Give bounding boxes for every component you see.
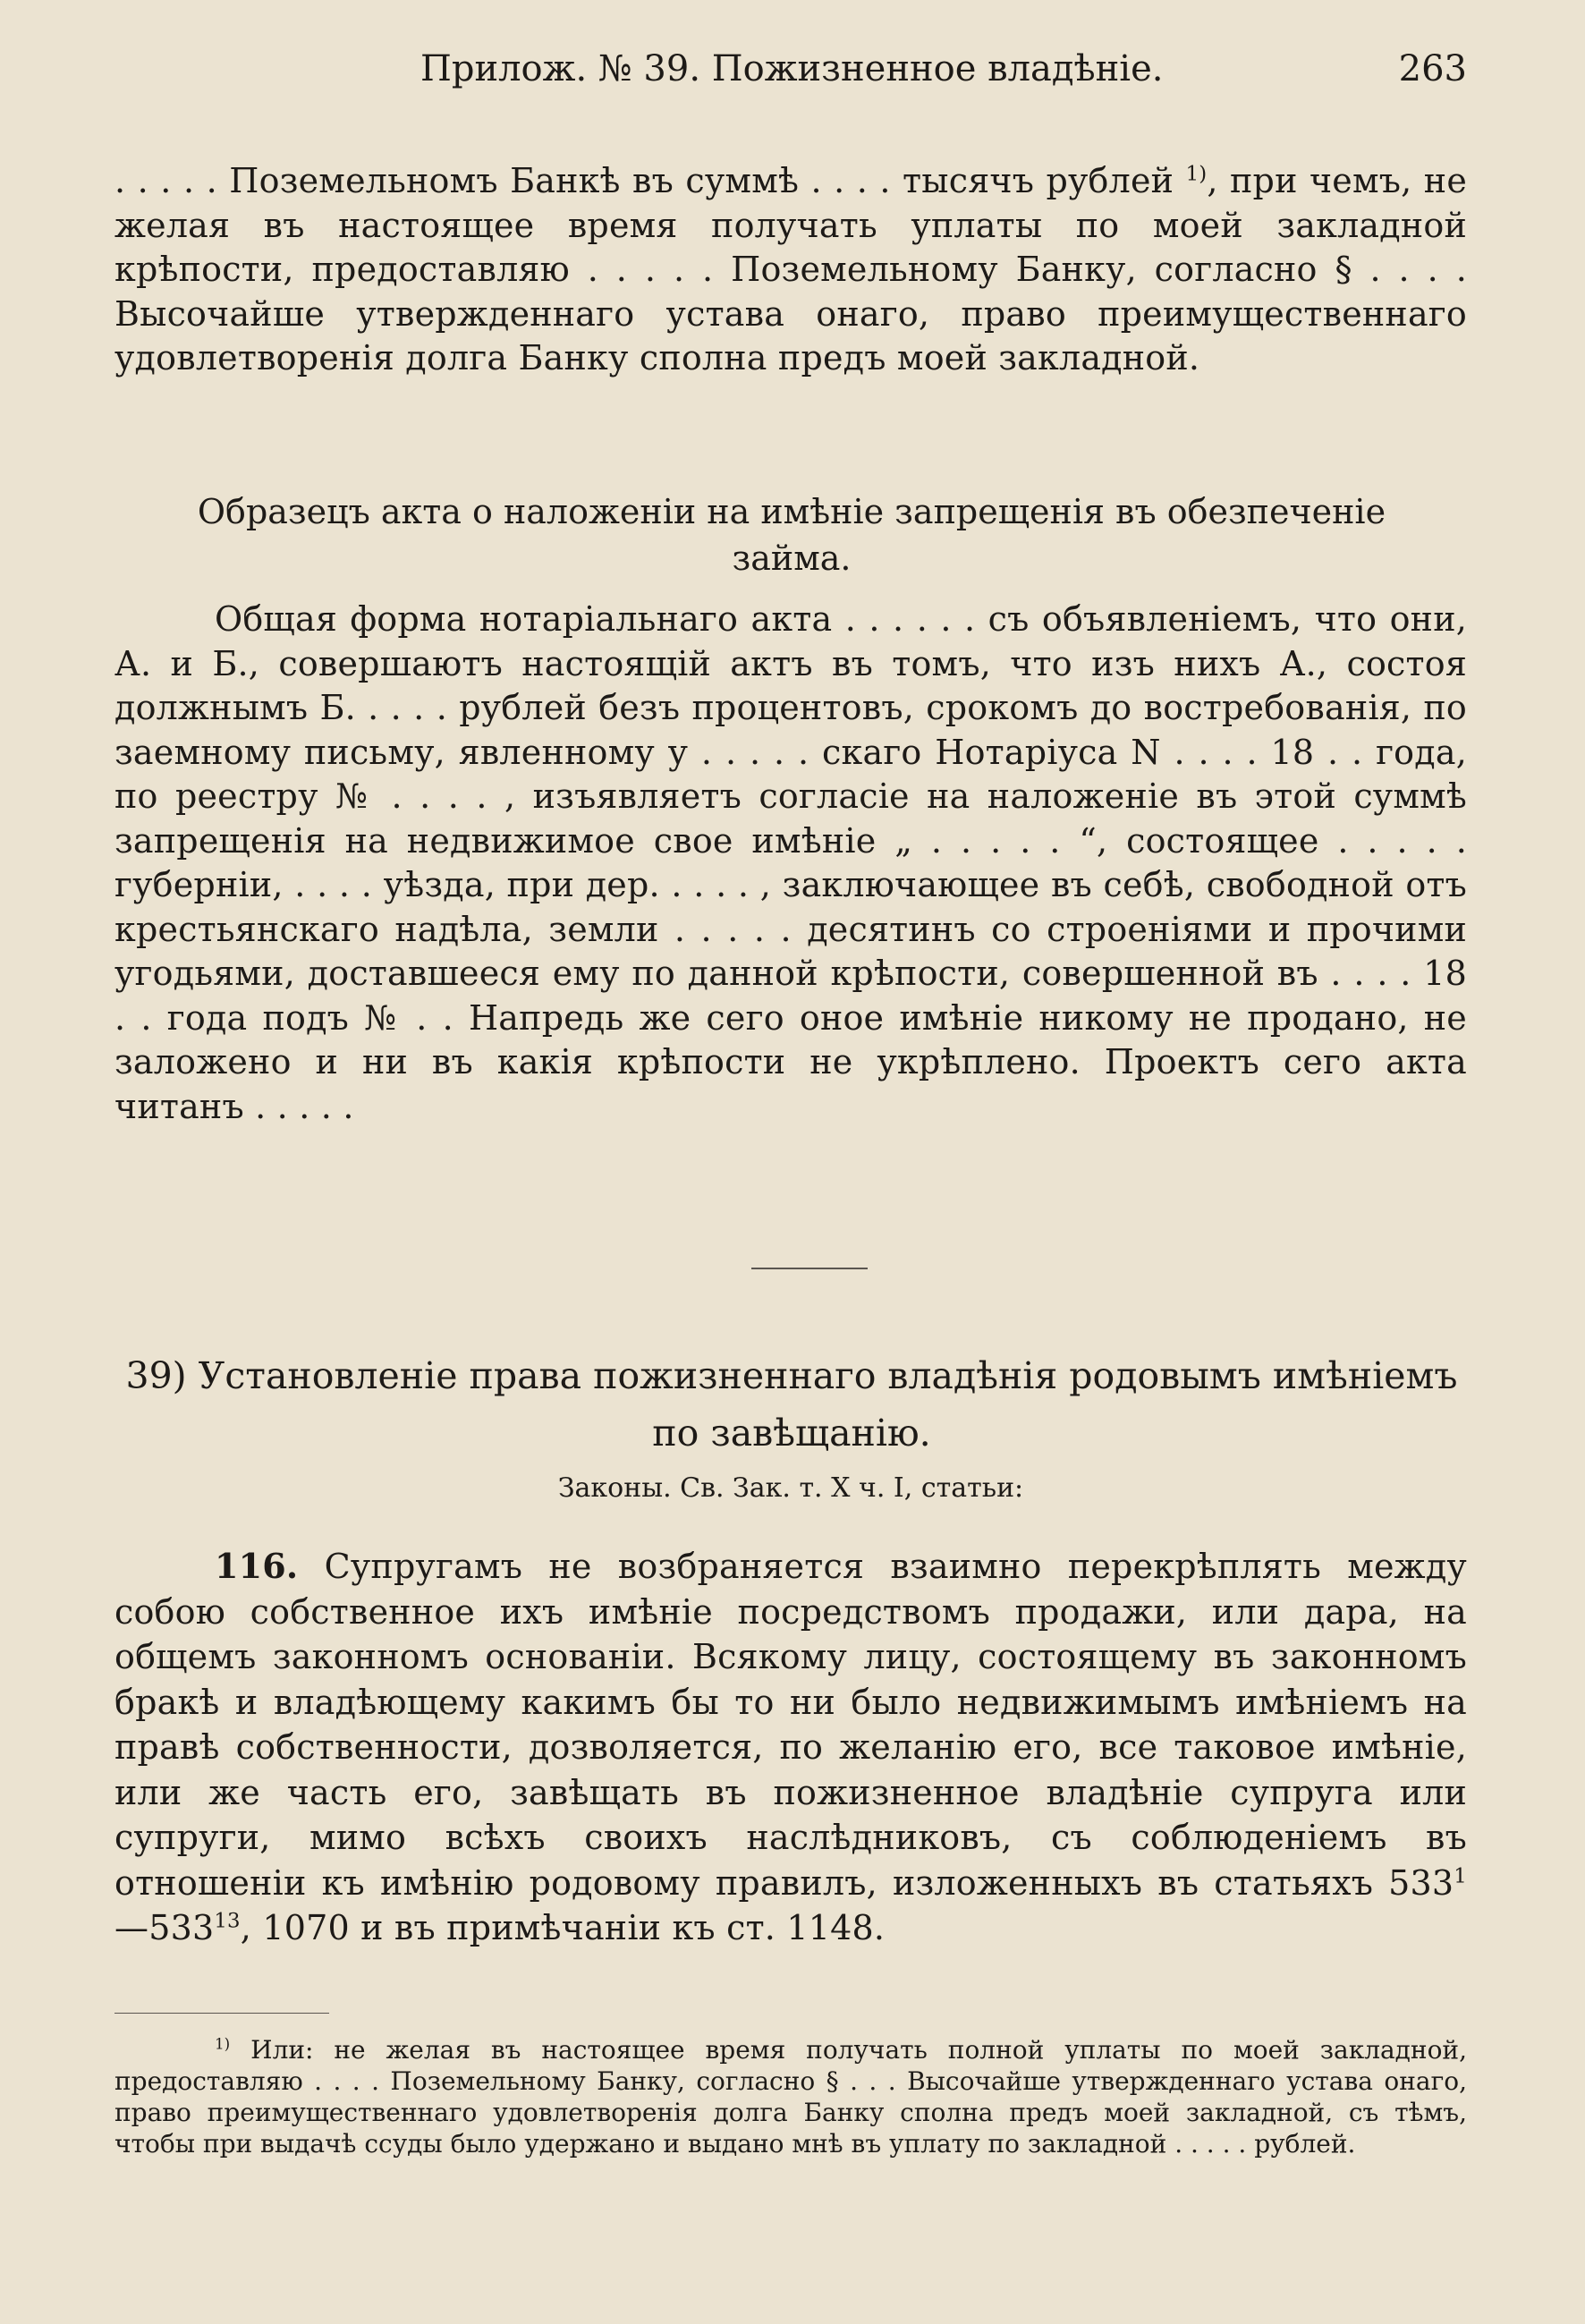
separator-rule	[751, 1268, 868, 1269]
article-text-end: , 1070 и въ примѣчаніи къ ст. 1148.	[240, 1908, 886, 1947]
heading-life-possession: 39) Установленіе права пожизненнаго владѣнія родовымъ имѣніемъ по завѣщанію.	[125, 1354, 1458, 1455]
footnote-text: Или: не желая въ настоящее время получать полной уплаты по моей закладной, предоставляю . . . . Поземельному Банку, согласно § . . . Высочайше утвержденнаго устава онаго, право преимущественнаго удовлетворенія долга Банку сполна предъ моей закладной, съ тѣмъ, чтобы при выдачѣ ссуды было удержано и выдано мнѣ въ уплату по закладной . . . . . рублей.	[114, 2035, 1467, 2159]
act-form-paragraph	[114, 598, 1467, 1129]
footnote-block	[114, 2034, 1467, 2159]
paragraph-text-start: . . . . . Поземельномъ Банкѣ въ суммѣ . . . . тысячъ рублей	[114, 161, 1186, 200]
article-116	[114, 1544, 1467, 1951]
continuation-paragraph	[114, 159, 1467, 381]
running-head-title: Прилож. № 39. Пожизненное владѣніе.	[420, 48, 1164, 89]
article-sup-2: 13	[214, 1909, 241, 1933]
footnote-marker: 1)	[215, 2034, 231, 2053]
section-heading-act	[134, 488, 1449, 581]
laws-subheading-block	[114, 1471, 1467, 1506]
section-heading-39	[125, 1347, 1458, 1462]
heading-act-sample: Образецъ акта о наложеніи на имѣніе запрещенія въ обезпеченіе займа.	[197, 492, 1386, 578]
act-form-text: Общая форма нотаріальнаго акта . . . . . . съ объявленіемъ, что они, А. и Б., совершаютъ настоящій актъ въ томъ, что изъ нихъ А., состоя должнымъ Б. . . . . рублей безъ процентовъ, срокомъ до востребованія, по заемному письму, явленному у . . . . . скаго Нотаріуса N . . . . 18 . . года, по реестру № . . . . , изъявляетъ согласіе на наложеніе въ этой суммѣ запрещенія на недвижимое свое имѣніе „ . . . . . “, состоящее . . . . . губерніи, . . . . уѣзда, при дер. . . . . , заключающее въ себѣ, свободной отъ крестьянскаго надѣла, земли . . . . . десятинъ со строеніями и прочими угодьями, доставшееся ему по данной крѣпости, совершенной въ . . . . 18 . . года подъ № . . Напредь же сего оное имѣніе никому не продано, не заложено и ни въ какія крѣпости не укрѣплено. Проектъ сего акта читанъ . . . . .	[114, 599, 1467, 1126]
article-number: 116.	[215, 1546, 299, 1586]
page-number: 263	[1398, 48, 1467, 89]
laws-subheading: Законы. Св. Зак. т. X ч. I, статьи:	[557, 1472, 1024, 1504]
footnote-marker-ref: 1)	[1185, 162, 1208, 186]
article-text-mid: —533	[114, 1908, 215, 1947]
paragraph-text-end: , при чемъ, не желая въ настоящее время получать уплаты по моей закладной крѣпости, предоставляю . . . . . Поземельному Банку, согласно § . . . . Высочайше утвержденнаго устава онаго, право преимущественнаго удовлетворенія долга Банку сполна предъ моей закладной.	[114, 161, 1468, 377]
article-text-start: Супругамъ не возбраняется взаимно перекрѣплять между собою собственное ихъ имѣніе посредствомъ продажи, или дара, на общемъ законномъ основаніи. Всякому лицу, состоящему въ законномъ бракѣ и владѣющему какимъ бы то ни было недвижимымъ имѣніемъ на правѣ собственности, дозволяется, по желанію его, все таковое имѣніе, или же часть его, завѣщать въ пожизненное владѣніе супруга или супруги, мимо всѣхъ своихъ наслѣдниковъ, съ соблюденіемъ въ отношеніи къ имѣнію родовому правилъ, изложенныхъ въ статьяхъ 533	[114, 1547, 1467, 1903]
article-sup-1: 1	[1454, 1863, 1467, 1887]
footnote-rule	[114, 2013, 329, 2014]
